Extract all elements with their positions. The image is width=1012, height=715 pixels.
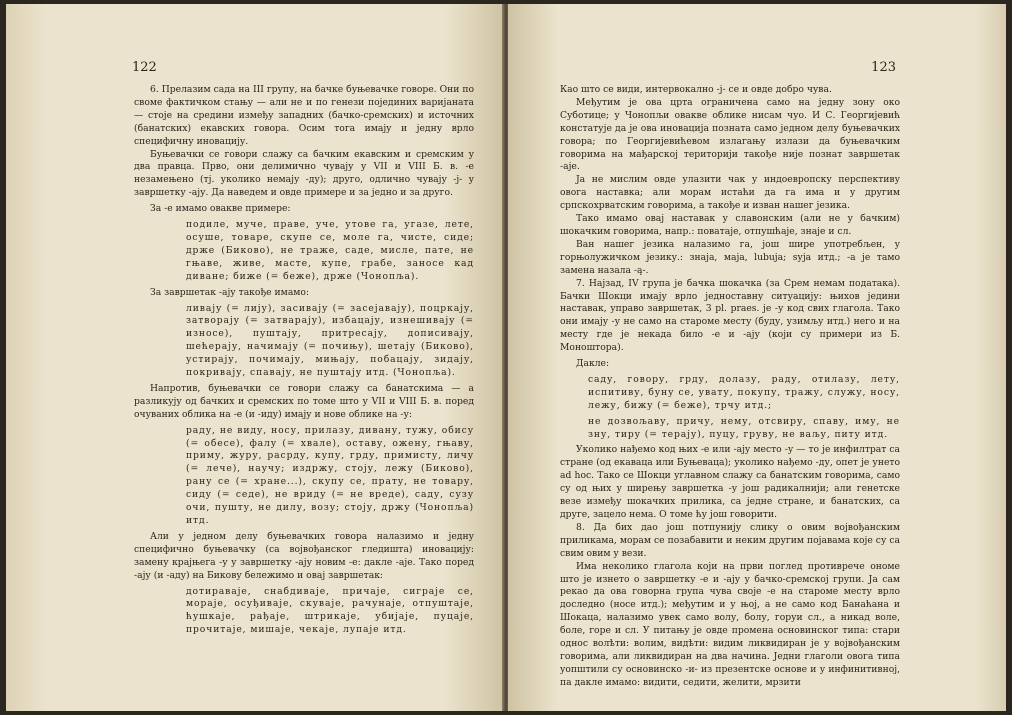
left-page — [6, 4, 504, 711]
left-page-paragraph: ливају (= лију), засивају (= засејавају), поцркају, затворају (= затварају), избацају, изнешивају (= износе), пуштају, притресају, дописивају, шећерају, начимају (= почињу), шетају (Биково), устирају, почимају, мињају, побацају, зидају, покривају, спавају, не пуштају итд. (Чонопља). — [186, 302, 474, 379]
right-page-paragraph: 8. Да бих дао још потпунију слику о овим војвођанским приликама, морам се позабавити и неким другим појавама које су са свим овим у вези. — [560, 521, 900, 559]
right-page-paragraph: не дозвољаву, причу, нему, отсвиру, спаву, иму, не зну, тиру (= терају), пуцу, груву, не ваљу, питу итд. — [588, 415, 900, 440]
right-page-text — [560, 84, 900, 690]
right-page-paragraph: Ја не мислим овде улазити чак у индоевропску перспективу овога наставка; али морам истаћи да га има и у другим српскохрватским говорима, а такође и изван нашег језика. — [560, 174, 900, 212]
page-number-right: 123 — [871, 60, 896, 75]
right-page-paragraph: Тако имамо овај наставак у славонским (али не у бачким) шокачким говорима, напр.: поватаје, отпушћаје, знаје и сл. — [560, 213, 900, 237]
left-page-paragraph: 6. Прелазим сада на III групу, на бачке буњевачке говоре. Они по своме фактичком стању — али не и по генези појединих варијаната — стоје на средини између западних (бачко-сремских) и источних (банатских) екавских говора. Осим тога имају и једну врло специфичну иновацију. — [134, 84, 474, 147]
left-page-paragraph: За -е имамо овакве примере: — [150, 203, 291, 215]
right-page-paragraph: Међутим је ова црта ограничена само на једну зону око Суботице; у Чонопљи овакве облике нисам чуо. И С. Георгијевић констатује да је ова иновација позната само једном делу буњевачких говора; по Георгијевићевом излагању излази да буњевачким говорима на мађарској територији такође није познат завршетак -аје. — [560, 96, 900, 173]
right-page-paragraph: Као што се види, интервокално -ј- се и овде добро чува. — [560, 84, 832, 95]
left-page-paragraph: За завршетак -ају такође имамо: — [150, 286, 310, 298]
right-page-paragraph: 7. Најзад, IV група је бачка шокачка (за Срем немам података). Бачки Шокци имају врло једноставну ситуацију: њихов једини наставак, управо завршетак, 3 pl. praes. је -у код свих глагола. Тако они имају -у не само на староме месту (буду, узимљу итд.) него и на месту где је некада било -е и -ају (који су примери из Б. Моноштора). — [560, 277, 900, 354]
left-page-paragraph: подиле, муче, праве, уче, утове га, угазе, лете, осуше, товаре, скупе се, моле га, чисте, сиде; држе (Биково), не траже, саде, мисле, пате, не гњаве, живе, масте, купе, грабе, заносе кад диване; биже (= беже), држе (Чонопља). — [186, 219, 474, 282]
page-number-left: 122 — [132, 60, 157, 75]
right-page — [508, 4, 1006, 711]
right-page-paragraph: Има неколико глагола који на први поглед противрече ономе што је изнето о завршетку -е и -ају у бачко-сремској групи. Ја сам рекао да ова говорна група чува своје -е на староме месту врло доследно (носе итд.); међутим и у њој, а не само код Банаћана и Шокаца, налазимо увек само волу, болу, горуи сл., а никад воле, боле, горе и сл. У питању је овде промена основинског типа: стари однос волѣти: волим, видѣти: видим ликвидиран је у војвођанским говорима, али ликвидиран на два начина. Једни глаголи овога типа уопштили су основинско -и- из презентске основе и у инфинитивној, па дакле имамо: видити, седити, желити, мрзити — [560, 560, 900, 688]
left-page-paragraph: раду, не виду, носу, прилазу, дивану, тужу, обису (= обесе), фалу (= хвале), оставу, ожену, гњаву, приму, журу, расрду, купу, грду, примисту, личу (= лече), научу; издржу, стоју, лежу (Биково), рану се (= хране...), скупу се, прату, не товару, сиду (= седе), не вриду (= не вреде), саду, сузу очи, пушту, не дилу, возу; стоју, држу (Чонопља) итд. — [186, 424, 474, 526]
left-page-paragraph: дотираваје, снабдиваје, причаје, сиграје се, мораје, осуђиваје, скуваје, рачунаје, отпуштаје, ћушкаје, рађаје, штрикаје, убијаје, пуцаје, прочитаје, мишаје, чекаје, лупаје итд. — [186, 585, 474, 636]
right-page-paragraph: саду, говору, грду, долазу, раду, отилазу, лету, испитиву, буну се, увату, покупу, тражу, служу, носу, лежу, бижу (= беже), трчу итд.; — [588, 373, 900, 411]
left-page-text — [134, 84, 474, 640]
left-page-paragraph: Буњевачки се говори слажу са бачким екавским и сремским у два правца. Прво, они делимично чувају у VII и VIII Б. в. -е незамењено (тј. уколико немају -ду); друго, одлично чувају -ј- у завршетку -ају. Да наведем и овде примере и за једно и за друго. — [134, 148, 474, 199]
left-page-paragraph: Али у једном делу буњевачких говора налазимо и једну специфично буњевачку (са војвођанског гледишта) иновацију: замену крајњега -у у завршетку -ају новим -е: дакле -аје. Тако поред -ају (и -аду) на Бикову бележимо и овај завршетак: — [134, 530, 474, 581]
right-page-paragraph: Дакле: — [576, 358, 610, 370]
right-page-paragraph: Ван нашег језика налазимо га, још шире употребљен, у горњолужичком језику.: знаја, маја, lubuja; sуја итд.; -а је тамо замена назала -ą-. — [560, 238, 900, 276]
right-page-paragraph: Уколико нађемо код њих -е или -ају место -у — то је инфилтрат са стране (од екаваца или Буњеваца); уколико нађемо -ду, опет је унето ad hoc. Тако се Шокци углавном слажу са банатским говорима, само су од њих у ширењу завршетка -у још радикалнији; али генетске везе између шокачких прилика, са једне стране, и банатских, са друге, зацело нема. О томе ћу још говорити. — [560, 444, 900, 520]
book-spread — [6, 4, 1006, 711]
left-page-paragraph: Напротив, буњевачки се говори слажу са банатскима — а разликују од бачких и сремских по томе што у VII и VIII Б. в. поред очуваних облика на -е (и -иду) имају и нове облике на -у: — [134, 382, 474, 420]
